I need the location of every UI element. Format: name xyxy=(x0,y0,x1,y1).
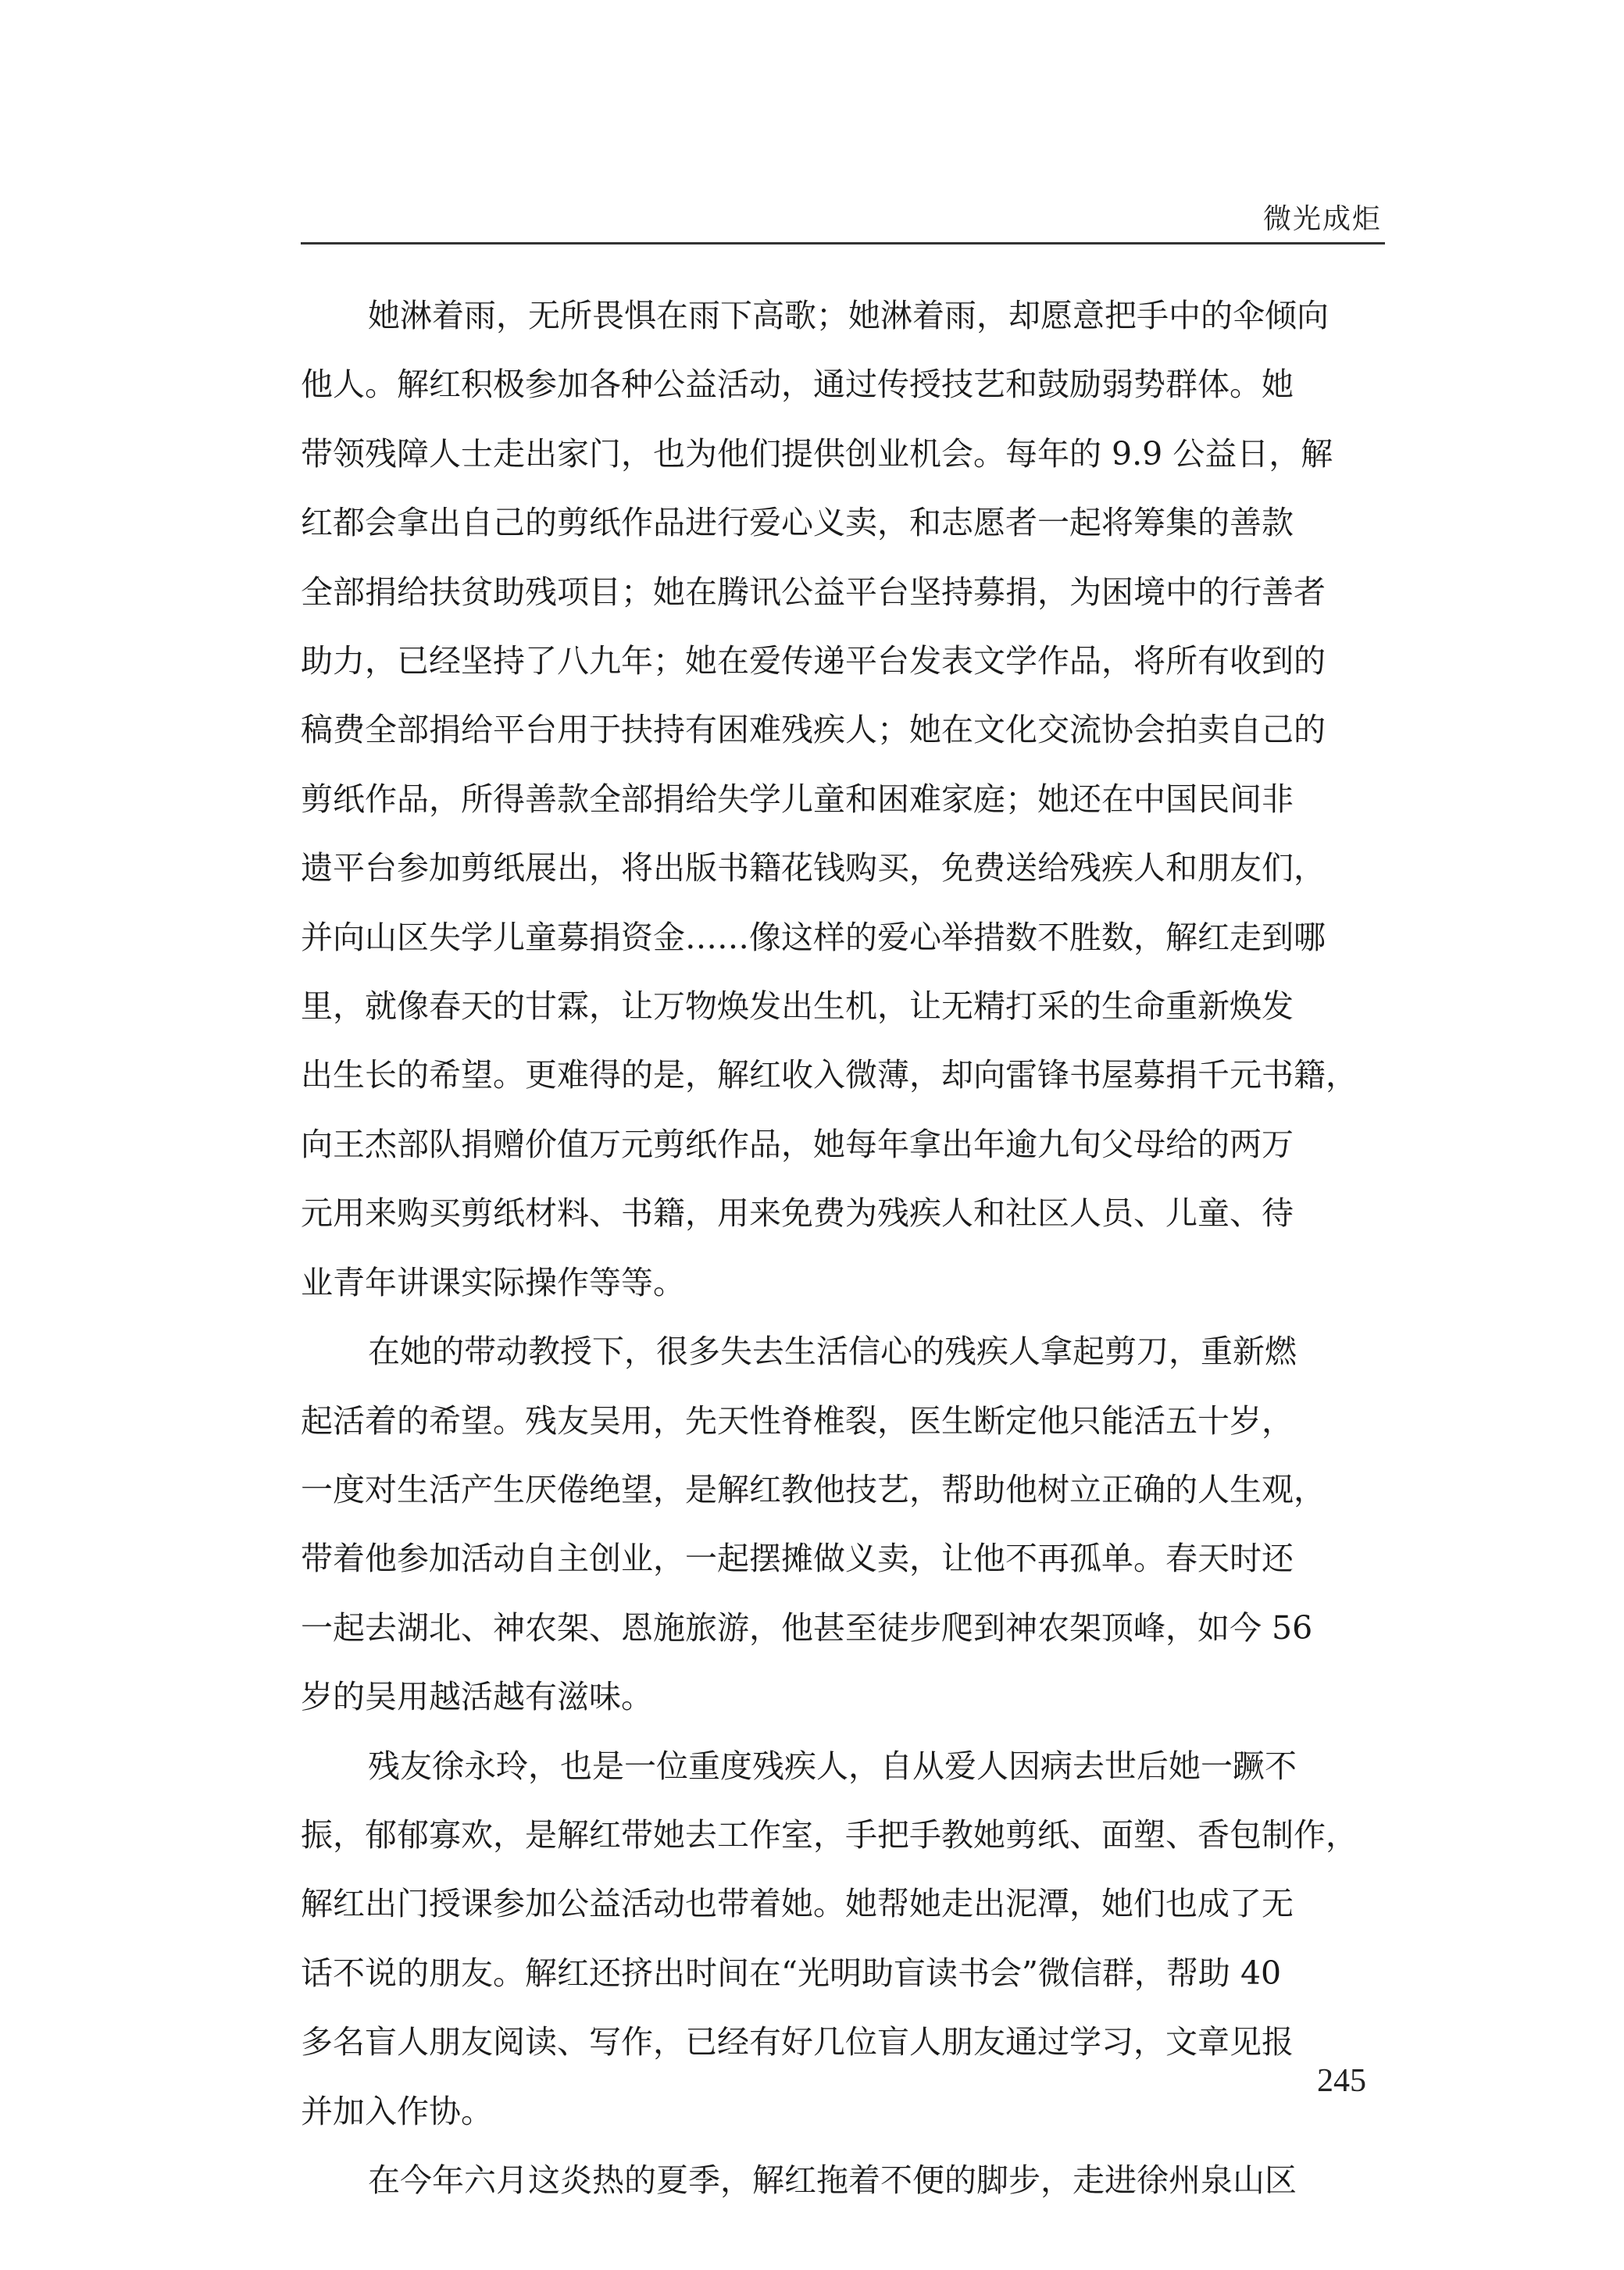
text-line: 带着他参加活动自主创业，一起摆摊做义卖，让他不再孤单。春天时还 xyxy=(301,1540,1294,1578)
page-number: 245 xyxy=(1317,2063,1366,2099)
text-line: 一度对生活产生厌倦绝望，是解红教他技艺，帮助他树立正确的人生观， xyxy=(301,1470,1326,1508)
text-line: 残友徐永玲，也是一位重度残疾人，自从爱人因病去世后她一蹶不 xyxy=(368,1747,1297,1785)
text-line: 在她的带动教授下，很多失去生活信心的残疾人拿起剪刀，重新燃 xyxy=(368,1333,1297,1371)
text-line: 并向山区失学儿童募捐资金……像这样的爱心举措数不胜数，解红走到哪 xyxy=(301,918,1326,956)
text-line: 全部捐给扶贫助残项目；她在腾讯公益平台坚持募捐，为困境中的行善者 xyxy=(301,573,1326,611)
text-line: 出生长的希望。更难得的是，解红收入微薄，却向雷锋书屋募捐千元书籍， xyxy=(301,1056,1358,1094)
text-line: 他人。解红积极参加各种公益活动，通过传授技艺和鼓励弱势群体。她 xyxy=(301,366,1294,404)
text-line: 解红出门授课参加公益活动也带着她。她帮她走出泥潭，她们也成了无 xyxy=(301,1885,1294,1923)
text-line: 一起去湖北、神农架、恩施旅游，他甚至徒步爬到神农架顶峰，如今 56 xyxy=(301,1608,1313,1647)
text-line: 里，就像春天的甘霖，让万物焕发出生机，让无精打采的生命重新焕发 xyxy=(301,987,1294,1026)
text-line: 振，郁郁寡欢，是解红带她去工作室，手把手教她剪纸、面塑、香包制作， xyxy=(301,1815,1358,1854)
text-line: 元用来购买剪纸材料、书籍，用来免费为残疾人和社区人员、儿童、待 xyxy=(301,1194,1294,1233)
text-line: 岁的吴用越活越有滋味。 xyxy=(301,1678,653,1716)
body-text xyxy=(301,281,1387,2215)
text-line: 向王杰部队捐赠价值万元剪纸作品，她每年拿出年逾九旬父母给的两万 xyxy=(301,1125,1294,1163)
text-line: 红都会拿出自己的剪纸作品进行爱心义卖，和志愿者一起将筹集的善款 xyxy=(301,504,1294,542)
text-line: 剪纸作品，所得善款全部捐给失学儿童和困难家庭；她还在中国民间非 xyxy=(301,780,1294,818)
paragraph xyxy=(301,2146,1387,2215)
text-line: 稿费全部捐给平台用于扶持有困难残疾人；她在文化交流协会拍卖自己的 xyxy=(301,711,1326,749)
text-line: 话不说的朋友。解红还挤出时间在“光明助盲读书会”微信群，帮助 40 xyxy=(301,1954,1282,1992)
text-line: 多名盲人朋友阅读、写作，已经有好几位盲人朋友通过学习，文章见报 xyxy=(301,2023,1294,2061)
text-line: 助力，已经坚持了八九年；她在爱传递平台发表文学作品，将所有收到的 xyxy=(301,642,1326,680)
running-title: 微光成炬 xyxy=(1262,203,1382,235)
text-line: 遗平台参加剪纸展出，将出版书籍花钱购买，免费送给残疾人和朋友们， xyxy=(301,849,1326,887)
paragraph xyxy=(301,281,1387,1317)
text-line: 在今年六月这炎热的夏季，解红拖着不便的脚步，走进徐州泉山区 xyxy=(368,2161,1297,2199)
text-line: 并加入作协。 xyxy=(301,2092,493,2130)
text-line: 业青年讲课实际操作等等。 xyxy=(301,1263,685,1301)
header-rule xyxy=(301,242,1385,244)
paragraph xyxy=(301,1317,1387,1731)
paragraph xyxy=(301,1732,1387,2146)
text-line: 她淋着雨，无所畏惧在雨下高歌；她淋着雨，却愿意把手中的伞倾向 xyxy=(368,297,1329,334)
text-line: 起活着的希望。残友吴用，先天性脊椎裂，医生断定他只能活五十岁， xyxy=(301,1401,1294,1440)
text-line: 带领残障人士走出家门，也为他们提供创业机会。每年的 9.9 公益日，解 xyxy=(301,434,1333,473)
